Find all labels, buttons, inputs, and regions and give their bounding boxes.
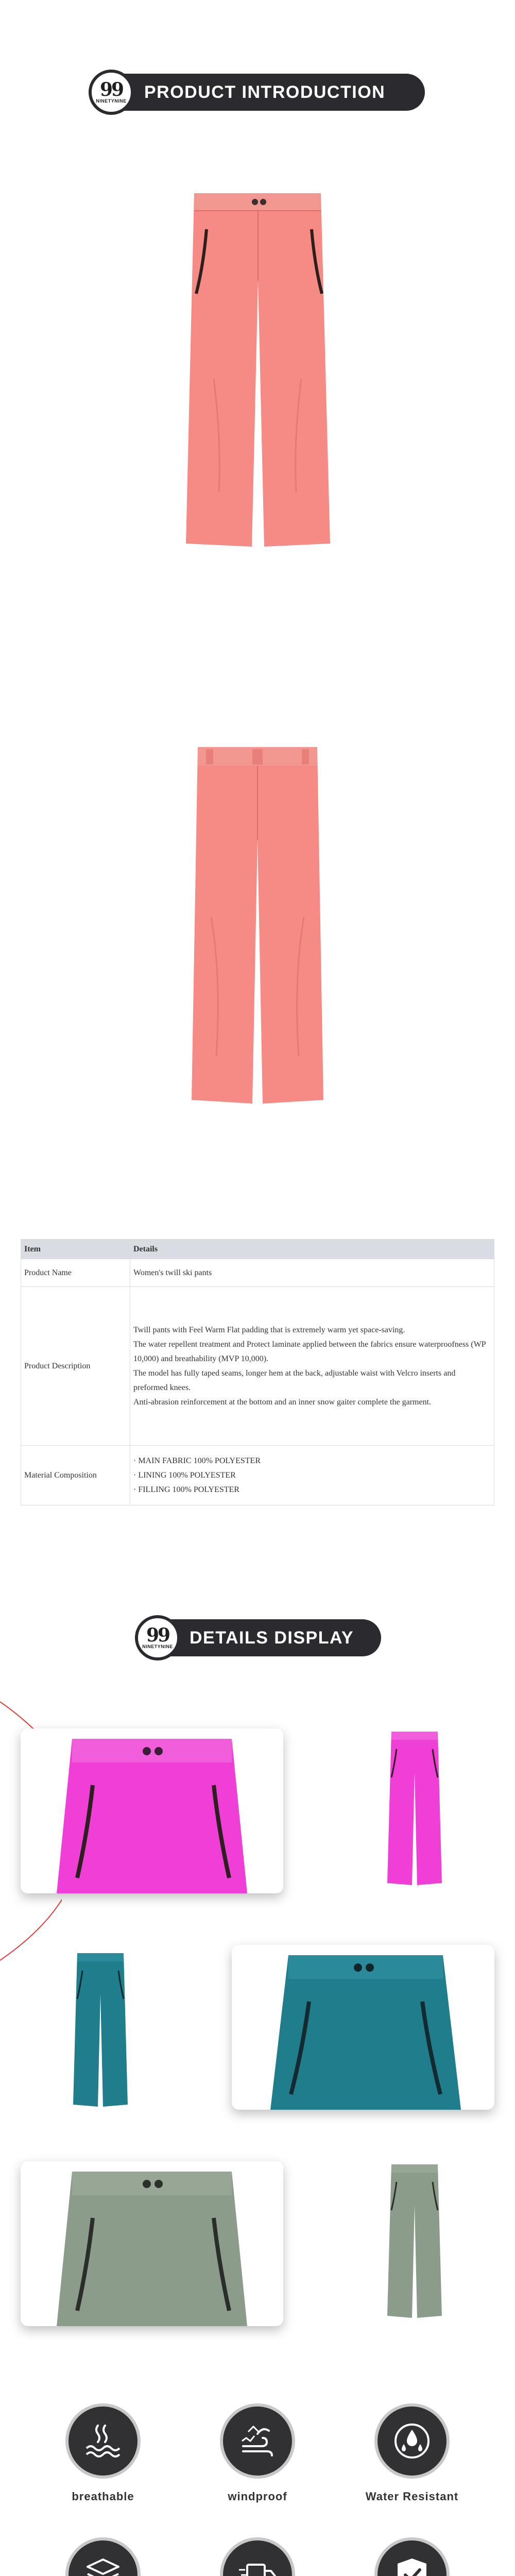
details-display-header (0, 1615, 515, 1656)
table-row (21, 1259, 494, 1287)
detail-line: Anti-abrasion reinforcement at the bottom and an inner snow gaiter complete the garment. (133, 1397, 432, 1406)
product-image-back (191, 737, 324, 1108)
detail-line: · MAIN FABRIC 100% POLYESTER (133, 1456, 261, 1465)
detail-card-teal-closeup (232, 1945, 494, 2110)
table-row (21, 1446, 494, 1505)
feature-windproof (201, 2403, 314, 2503)
logo-text: NINETYNINE (142, 1644, 173, 1649)
feature-spot-quick-delivery (201, 2537, 314, 2576)
breathable-icon (65, 2403, 141, 2479)
product-image-front (183, 183, 332, 554)
layers-icon (65, 2537, 141, 2576)
product-introduction-header (0, 70, 515, 111)
spec-table (21, 1239, 494, 1505)
brand-logo (135, 1615, 180, 1660)
table-header-row (21, 1240, 494, 1259)
feature-breathable (46, 2403, 160, 2503)
detail-line: Twill pants with Feel Warm Flat padding that is extremely warm yet space-saving. (133, 1325, 405, 1334)
feature-thickened-material (46, 2537, 160, 2576)
feature-label: Water Resistant (365, 2490, 459, 2503)
detail-card-sage-closeup (21, 2161, 283, 2326)
detail-line: The model has fully taped seams, longer hem at the back, adjustable waist with Velcro inserts and preformed knees. (133, 1368, 456, 1392)
delivery-truck-icon (220, 2537, 295, 2576)
feature-label: breathable (72, 2490, 134, 2503)
detail-line: Women's twill ski pants (133, 1268, 212, 1277)
column-header-details: Details (130, 1240, 494, 1259)
row-details (130, 1287, 494, 1446)
feature-label: windproof (228, 2490, 287, 2503)
logo-number: 99 (99, 79, 123, 100)
section-title: DETAILS DISPLAY (190, 1628, 354, 1648)
column-header-item: Item (21, 1240, 130, 1259)
row-item: Product Description (21, 1287, 130, 1446)
water-resistant-icon (374, 2403, 450, 2479)
detail-line: The water repellent treatment and Protect laminate applied between the fabrics ensure waterproofness (WP 10,000) and breathability (MVP 10,000). (133, 1340, 486, 1363)
feature-quality-assurance (355, 2537, 469, 2576)
product-image-teal (72, 1950, 129, 2110)
detail-line: · LINING 100% POLYESTER (133, 1470, 236, 1480)
logo-text: NINETYNINE (96, 98, 127, 104)
logo-number: 99 (146, 1624, 169, 1646)
row-item: Product Name (21, 1259, 130, 1287)
brand-logo (89, 70, 134, 115)
windproof-icon (220, 2403, 295, 2479)
feature-water-resistant (355, 2403, 469, 2503)
row-details (130, 1446, 494, 1505)
shield-check-icon (374, 2537, 450, 2576)
product-image-magenta (386, 1728, 443, 1888)
detail-line: · FILLING 100% POLYESTER (133, 1485, 239, 1494)
row-item: Material Composition (21, 1446, 130, 1505)
table-row (21, 1287, 494, 1446)
section-title: PRODUCT INTRODUCTION (144, 82, 386, 102)
detail-card-magenta-closeup (21, 1728, 283, 1893)
row-details (130, 1259, 494, 1287)
product-image-sage (386, 2161, 443, 2321)
